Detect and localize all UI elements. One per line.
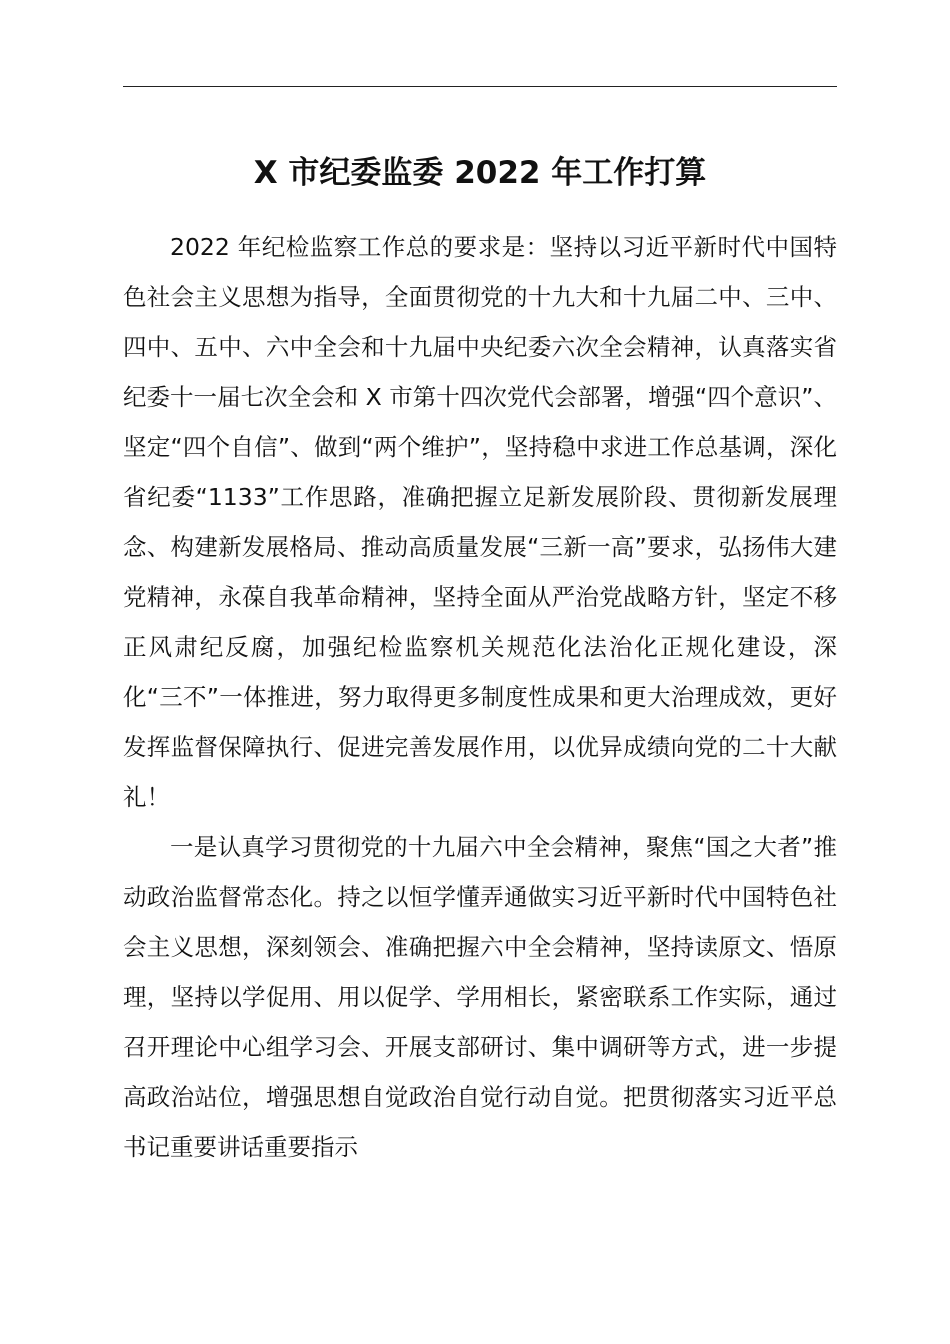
document-body [123,222,837,1172]
document-title: X 市纪委监委 2022 年工作打算 [253,155,707,191]
paragraph-overall-requirements: 2022 年纪检监察工作总的要求是：坚持以习近平新时代中国特色社会主义思想为指导，全面贯彻党的十九大和十九届二中、三中、四中、五中、六中全会和十九届中央纪委六次全会精神，认真落实省纪委十一届七次全会和 X 市第十四次党代会部署，增强“四个意识”、坚定“四个自信”、做到“两个维护”，坚持稳中求进工作总基调，深化省纪委“1133”工作思路，准确把握立足新发展阶段、贯彻新发展理念、构建新发展格局、推动高质量发展“三新一高”要求，弘扬伟大建党精神，永葆自我革命精神，坚持全面从严治党战略方针，坚定不移正风肃纪反腐，加强纪检监察机关规范化法治化正规化建设，深化“三不”一体推进，努力取得更多制度性成果和更大治理成效，更好发挥监督保障执行、促进完善发展作用，以优异成绩向党的二十大献礼！ [123,233,837,811]
paragraph-item-one: 一是认真学习贯彻党的十九届六中全会精神，聚焦“国之大者”推动政治监督常态化。持之以恒学懂弄通做实习近平新时代中国特色社会主义思想，深刻领会、准确把握六中全会精神，坚持读原文、悟原理，坚持以学促用、用以促学、学用相长，紧密联系工作实际，通过召开理论中心组学习会、开展支部研讨、集中调研等方式，进一步提高政治站位，增强思想自觉政治自觉行动自觉。把贯彻落实习近平总书记重要讲话重要指示 [123,833,837,1161]
header-divider [123,86,837,87]
